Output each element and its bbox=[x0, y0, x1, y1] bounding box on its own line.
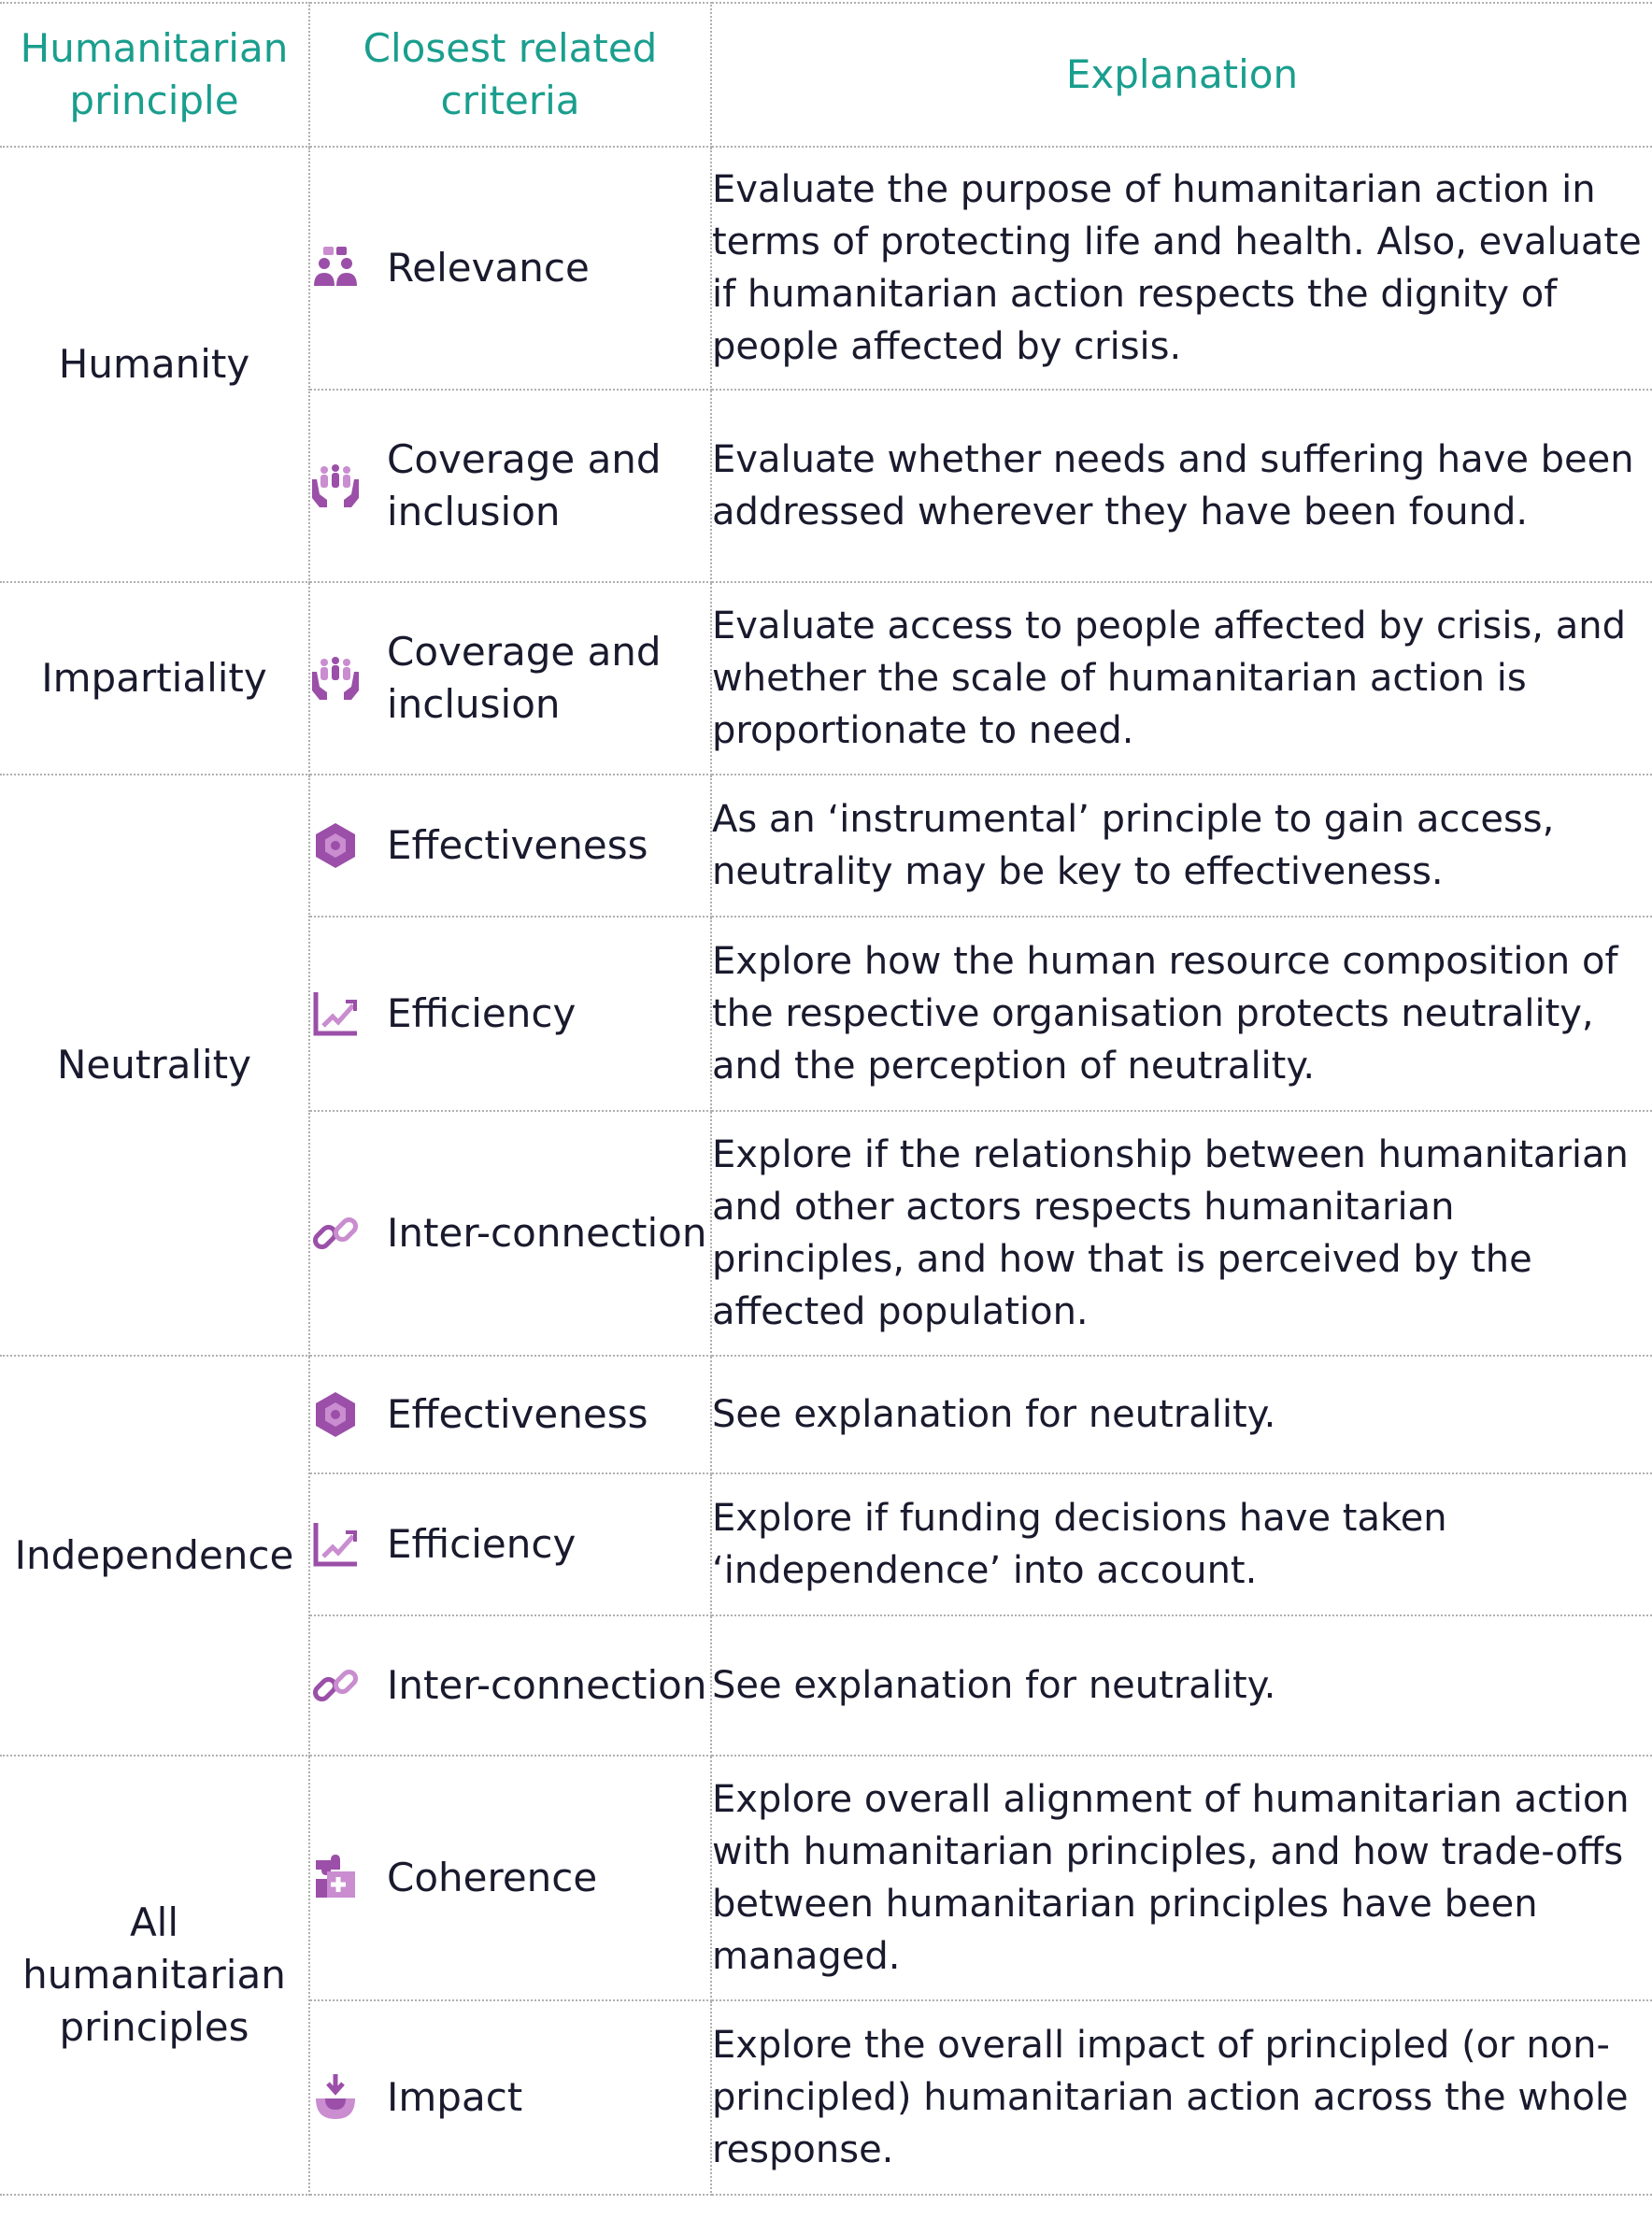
explanation-cell: Explore how the human resource composition of the respective organisation protects neutrality, and the perception of neutrality. bbox=[711, 917, 1652, 1111]
principle-cell: Humanity bbox=[0, 147, 309, 582]
table-row bbox=[0, 1756, 1652, 2000]
table-row bbox=[0, 147, 1652, 390]
table-row bbox=[0, 582, 1652, 775]
puzzle-icon bbox=[310, 1853, 361, 1903]
hexagon-target-icon bbox=[310, 1389, 361, 1440]
criterion-cell bbox=[309, 390, 711, 582]
criterion-label: Coverage and inclusion bbox=[387, 629, 662, 727]
explanation-cell: Explore the overall impact of principled (or non-principled) humanitarian action across the whole response. bbox=[711, 2000, 1652, 2195]
explanation-cell: Evaluate whether needs and suffering have been addressed wherever they have been found. bbox=[711, 390, 1652, 582]
principle-cell: Impartiality bbox=[0, 582, 309, 775]
explanation-cell: See explanation for neutrality. bbox=[711, 1615, 1652, 1756]
chart-trend-icon bbox=[310, 1519, 361, 1570]
table-body bbox=[0, 147, 1652, 2195]
criterion-cell bbox=[309, 1356, 711, 1473]
header-criteria: Closest related criteria bbox=[309, 3, 711, 147]
header-row bbox=[0, 3, 1652, 147]
criterion-label: Coverage and inclusion bbox=[387, 436, 662, 534]
criterion-cell bbox=[309, 1473, 711, 1615]
criterion-cell bbox=[309, 1756, 711, 2000]
chain-link-icon bbox=[310, 1208, 361, 1259]
principle-cell: All humanitarian principles bbox=[0, 1756, 309, 2195]
principle-cell: Independence bbox=[0, 1356, 309, 1756]
explanation-cell: Evaluate the purpose of humanitarian action in terms of protecting life and health. Also, evaluate if humanitarian action respects the dignity of people affected by crisis. bbox=[711, 147, 1652, 390]
criterion-cell bbox=[309, 2000, 711, 2195]
explanation-cell: Explore if the relationship between humanitarian and other actors respects humanitarian principles, and how that is perceived by the affected population. bbox=[711, 1111, 1652, 1356]
criterion-cell bbox=[309, 917, 711, 1111]
explanation-cell: See explanation for neutrality. bbox=[711, 1356, 1652, 1473]
criterion-label: Efficiency bbox=[387, 990, 577, 1036]
criterion-label: Relevance bbox=[387, 245, 590, 291]
explanation-cell: Evaluate access to people affected by crisis, and whether the scale of humanitarian action is proportionate to need. bbox=[711, 582, 1652, 775]
criterion-label: Impact bbox=[387, 2074, 523, 2120]
hands-people-icon bbox=[310, 653, 361, 704]
criterion-cell bbox=[309, 1615, 711, 1756]
criterion-label: Inter-connection bbox=[387, 1210, 707, 1256]
criterion-label: Inter-connection bbox=[387, 1662, 707, 1708]
criterion-label: Effectiveness bbox=[387, 1391, 648, 1437]
chain-link-icon bbox=[310, 1660, 361, 1711]
header-principle: Humanitarian principle bbox=[0, 3, 309, 147]
table-row bbox=[0, 775, 1652, 917]
hands-people-icon bbox=[310, 461, 361, 511]
principles-criteria-table bbox=[0, 2, 1652, 2196]
principle-cell: Neutrality bbox=[0, 775, 309, 1356]
criterion-label: Coherence bbox=[387, 1855, 598, 1900]
criterion-label: Efficiency bbox=[387, 1521, 577, 1567]
hexagon-target-icon bbox=[310, 820, 361, 871]
explanation-cell: As an ‘instrumental’ principle to gain access, neutrality may be key to effectiveness. bbox=[711, 775, 1652, 917]
explanation-cell: Explore overall alignment of humanitarian action with humanitarian principles, and how trade-offs between humanitarian principles have been managed. bbox=[711, 1756, 1652, 2000]
impact-arrow-icon bbox=[310, 2072, 361, 2123]
chart-trend-icon bbox=[310, 989, 361, 1039]
criterion-cell bbox=[309, 582, 711, 775]
criterion-cell bbox=[309, 1111, 711, 1356]
people-icon bbox=[310, 243, 361, 293]
explanation-cell: Explore if funding decisions have taken ‘independence’ into account. bbox=[711, 1473, 1652, 1615]
criterion-cell bbox=[309, 147, 711, 390]
header-explanation: Explanation bbox=[711, 3, 1652, 147]
table-row bbox=[0, 1356, 1652, 1473]
criterion-cell bbox=[309, 775, 711, 917]
criterion-label: Effectiveness bbox=[387, 822, 648, 868]
